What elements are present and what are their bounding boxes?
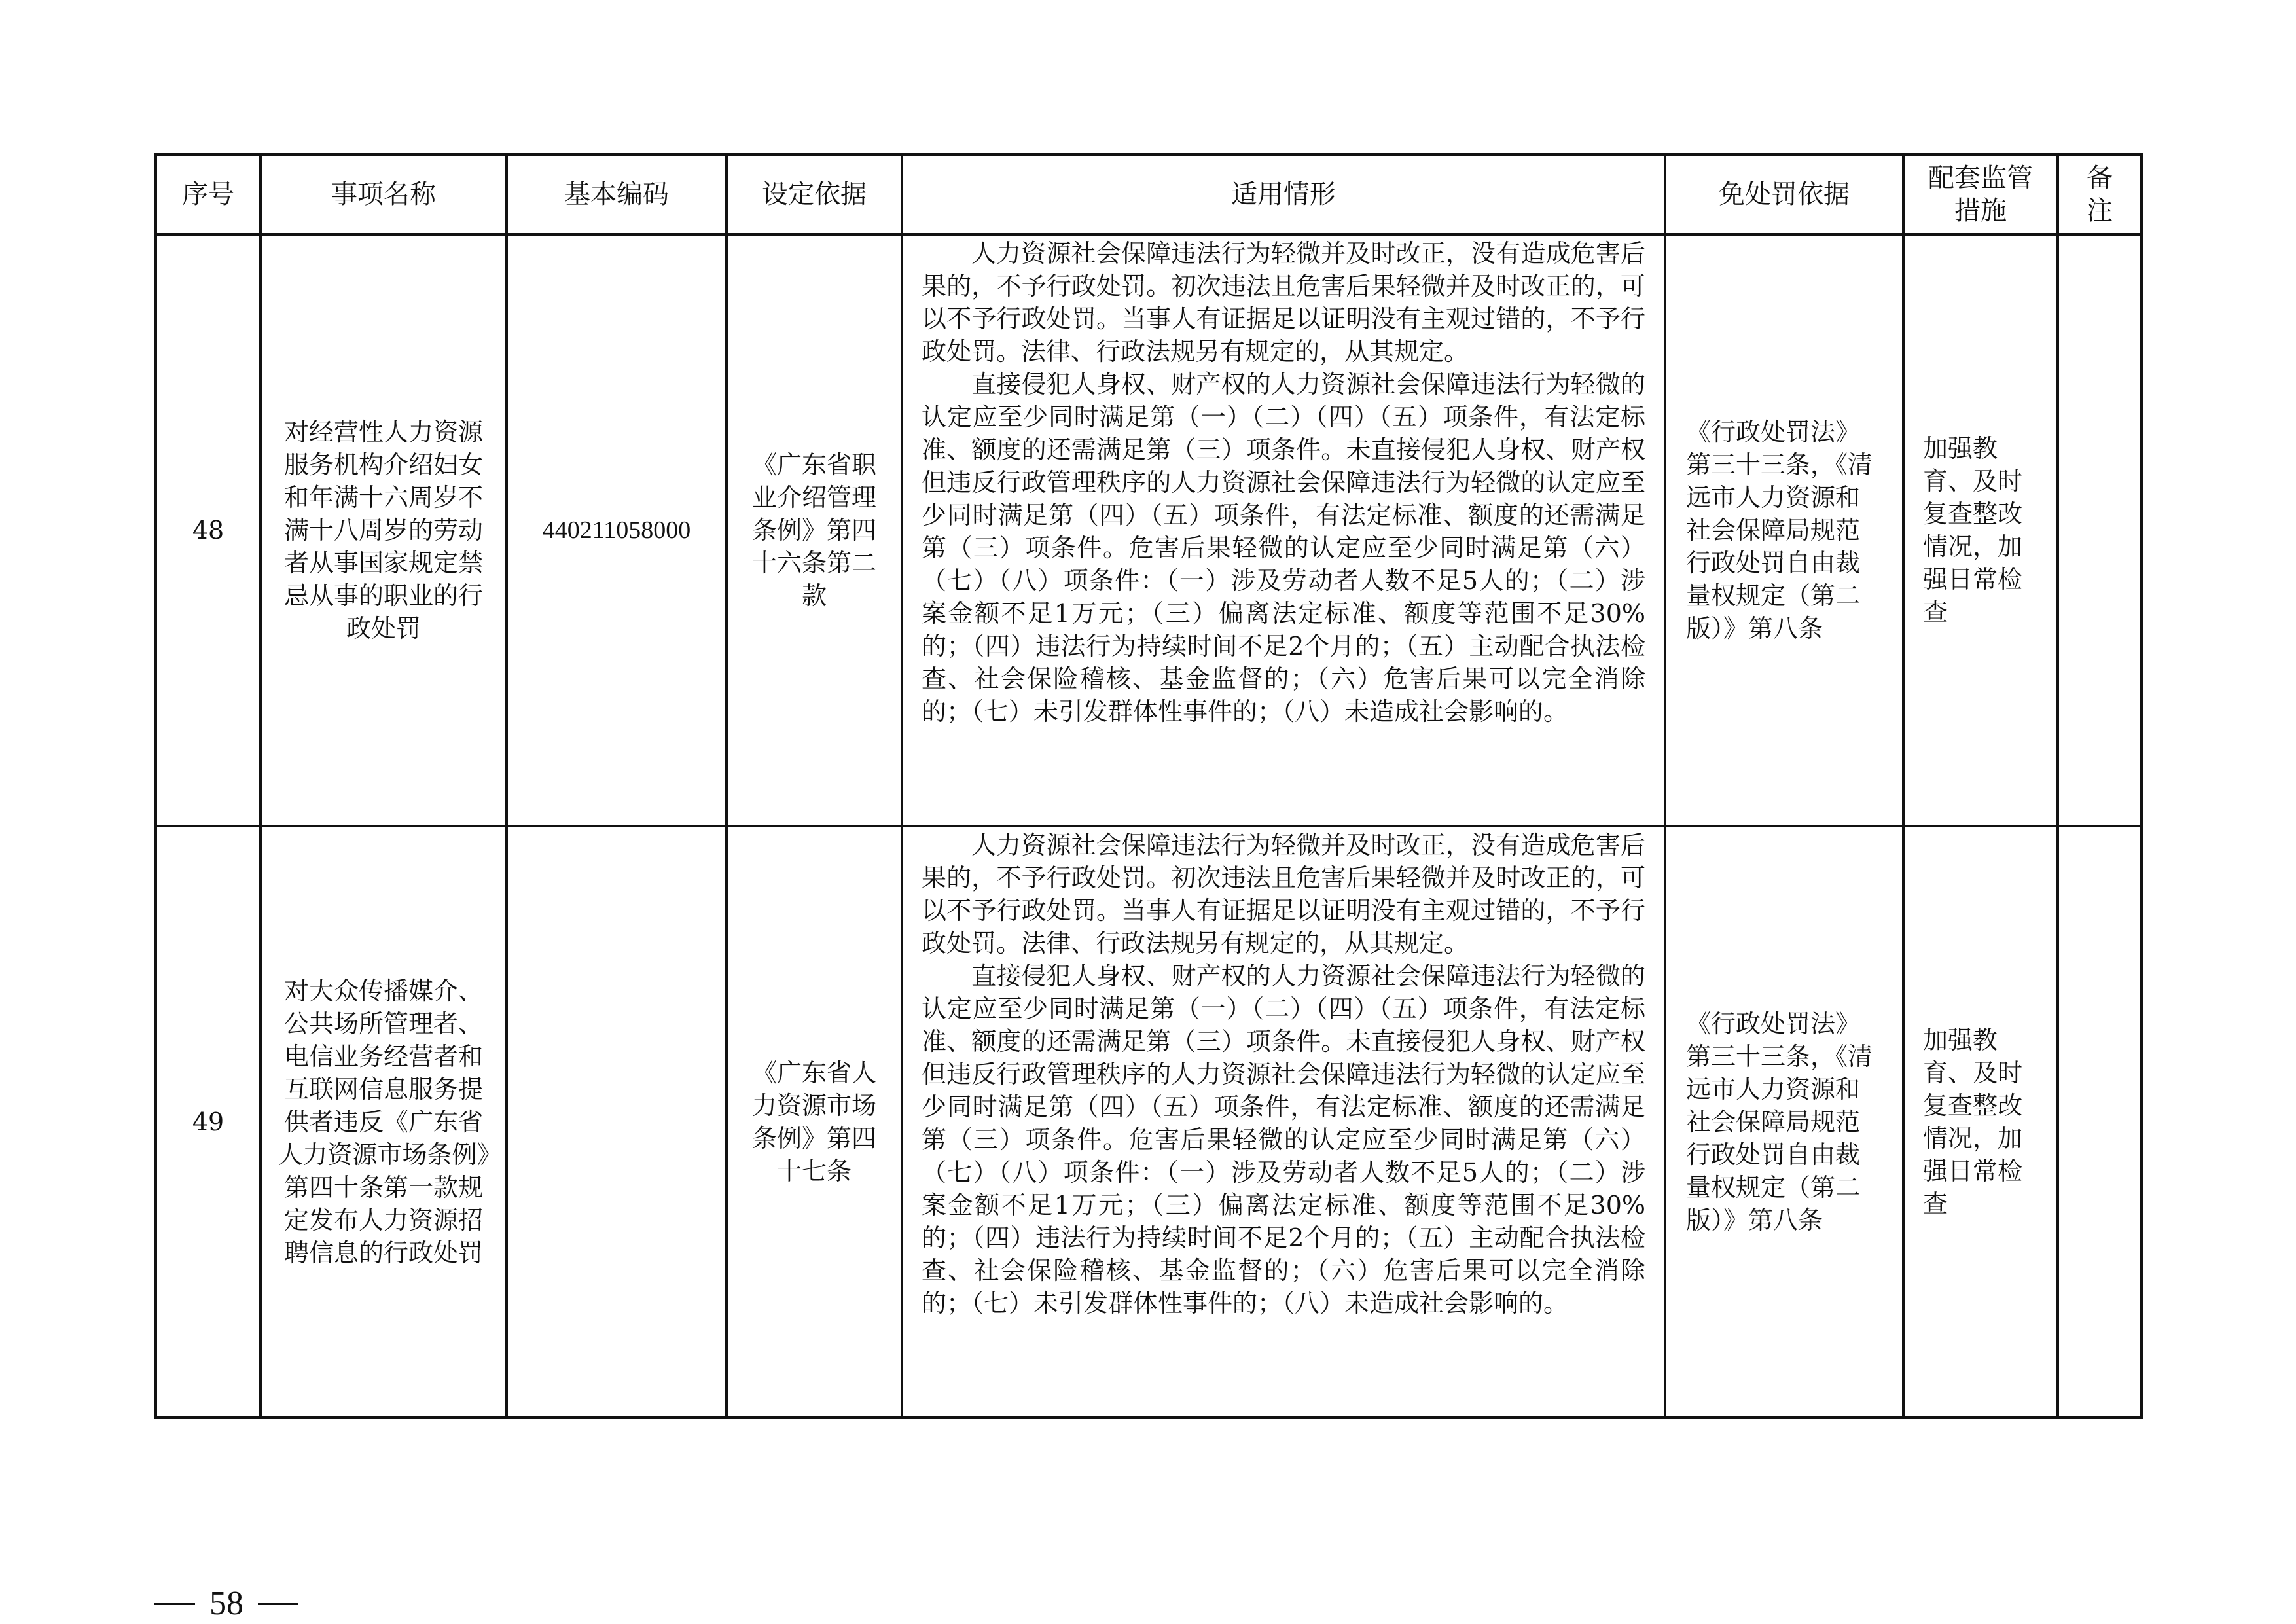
cell-remarks bbox=[2058, 826, 2142, 1418]
table-header-row bbox=[156, 154, 2142, 234]
cell-remarks bbox=[2058, 234, 2142, 826]
cell-code bbox=[507, 826, 726, 1418]
cell-situation bbox=[902, 234, 1665, 826]
penalty-exemption-table bbox=[154, 153, 2143, 1419]
situation-paragraph-1: 人力资源社会保障违法行为轻微并及时改正，没有造成危害后果的，不予行政处罚。初次违法且危害后果轻微并及时改正的，可以不予行政处罚。当事人有证据足以证明没有主观过错的，不予行政处罚。法律、行政法规另有规定的，从其规定。 bbox=[922, 239, 1645, 366]
header-name: 事项名称 bbox=[260, 154, 507, 234]
header-no: 序号 bbox=[156, 154, 260, 234]
header-exemption: 免处罚依据 bbox=[1665, 154, 1903, 234]
cell-name: 对经营性人力资源服务机构介绍妇女和年满十六周岁不满十八周岁的劳动者从事国家规定禁忌从事的职业的行政处罚 bbox=[260, 234, 507, 826]
cell-measures: 加强教育、及时复查整改情况，加强日常检查 bbox=[1903, 826, 2058, 1418]
dash-right bbox=[258, 1603, 298, 1605]
cell-name: 对大众传播媒介、公共场所管理者、电信业务经营者和互联网信息服务提供者违反《广东省人力资源市场条例》第四十条第一款规定发布人力资源招聘信息的行政处罚 bbox=[260, 826, 507, 1418]
page-number: 58 bbox=[209, 1585, 243, 1622]
header-basis: 设定依据 bbox=[726, 154, 902, 234]
table-row bbox=[156, 826, 2142, 1418]
cell-basis: 《广东省人力资源市场条例》第四十七条 bbox=[726, 826, 902, 1418]
header-measures: 配套监管措施 bbox=[1903, 154, 2058, 234]
situation-paragraph-2: 直接侵犯人身权、财产权的人力资源社会保障违法行为轻微的认定应至少同时满足第（一）（二）（四）（五）项条件，有法定标准、额度的还需满足第（三）项条件。未直接侵犯人身权、财产权但违反行政管理秩序的人力资源社会保障违法行为轻微的认定应至少同时满足第（四）（五）项条件，有法定标准、额度的还需满足第（三）项条件。危害后果轻微的认定应至少同时满足第（六）（七）（八）项条件：（一）涉及劳动者人数不足5人的；（二）涉案金额不足1万元；（三）偏离法定标准、额度等范围不足30%的；（四）违法行为持续时间不足2个月的；（五）主动配合执法检查、社会保险稽核、基金监督的；（六）危害后果可以完全消除的；（七）未引发群体性事件的；（八）未造成社会影响的。 bbox=[922, 962, 1645, 1318]
header-remarks: 备注 bbox=[2058, 154, 2142, 234]
cell-exemption: 《行政处罚法》第三十三条，《清远市人力资源和社会保障局规范行政处罚自由裁量权规定（第二版）》第八条 bbox=[1665, 234, 1903, 826]
page-footer bbox=[154, 1584, 298, 1623]
cell-basis: 《广东省职业介绍管理条例》第四十六条第二款 bbox=[726, 234, 902, 826]
situation-paragraph-1: 人力资源社会保障违法行为轻微并及时改正，没有造成危害后果的，不予行政处罚。初次违法且危害后果轻微并及时改正的，可以不予行政处罚。当事人有证据足以证明没有主观过错的，不予行政处罚。法律、行政法规另有规定的，从其规定。 bbox=[922, 831, 1645, 958]
cell-no: 49 bbox=[156, 826, 260, 1418]
situation-paragraph-2: 直接侵犯人身权、财产权的人力资源社会保障违法行为轻微的认定应至少同时满足第（一）（二）（四）（五）项条件，有法定标准、额度的还需满足第（三）项条件。未直接侵犯人身权、财产权但违反行政管理秩序的人力资源社会保障违法行为轻微的认定应至少同时满足第（四）（五）项条件，有法定标准、额度的还需满足第（三）项条件。危害后果轻微的认定应至少同时满足第（六）（七）（八）项条件：（一）涉及劳动者人数不足5人的；（二）涉案金额不足1万元；（三）偏离法定标准、额度等范围不足30%的；（四）违法行为持续时间不足2个月的；（五）主动配合执法检查、社会保险稽核、基金监督的；（六）危害后果可以完全消除的；（七）未引发群体性事件的；（八）未造成社会影响的。 bbox=[922, 370, 1645, 726]
cell-situation bbox=[902, 826, 1665, 1418]
table-row bbox=[156, 234, 2142, 826]
header-situation: 适用情形 bbox=[902, 154, 1665, 234]
cell-code: 440211058000 bbox=[507, 234, 726, 826]
cell-measures: 加强教育、及时复查整改情况，加强日常检查 bbox=[1903, 234, 2058, 826]
dash-left bbox=[154, 1603, 195, 1605]
cell-no: 48 bbox=[156, 234, 260, 826]
cell-exemption: 《行政处罚法》第三十三条，《清远市人力资源和社会保障局规范行政处罚自由裁量权规定（第二版）》第八条 bbox=[1665, 826, 1903, 1418]
header-code: 基本编码 bbox=[507, 154, 726, 234]
